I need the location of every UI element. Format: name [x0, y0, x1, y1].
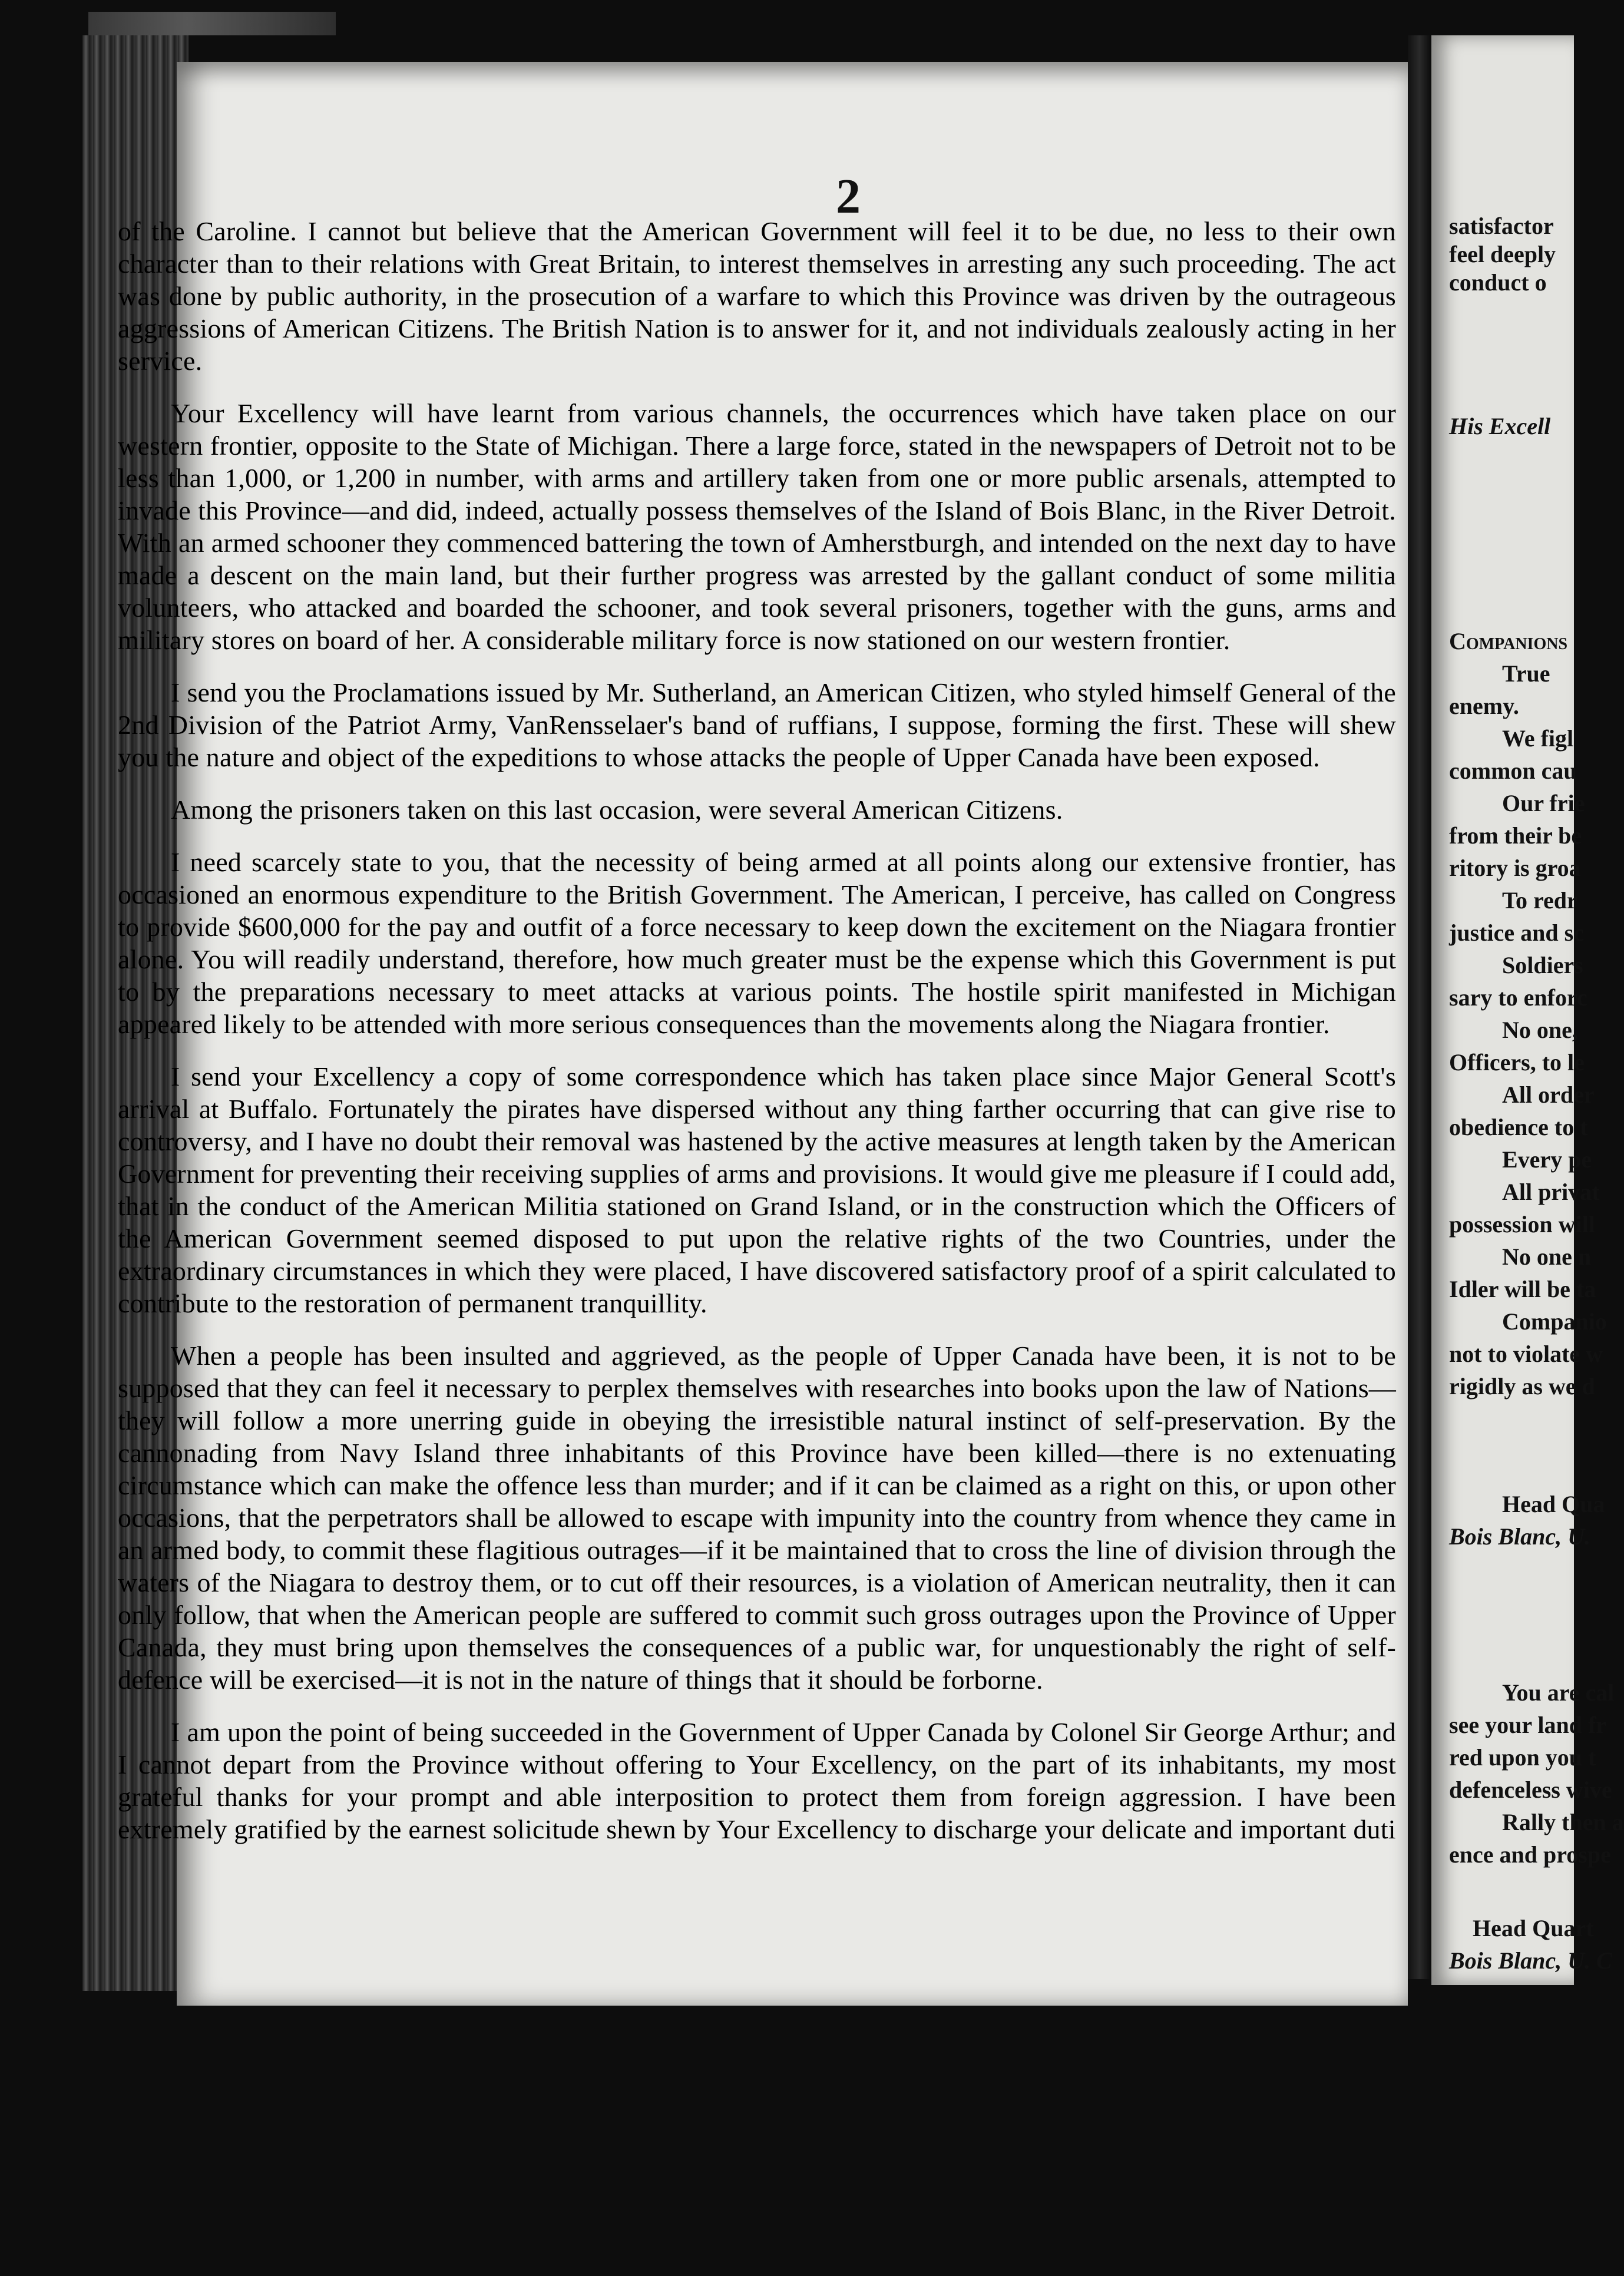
adjacent-page — [1431, 35, 1624, 1985]
adjacent-text-line: feel deeply — [1449, 241, 1556, 267]
paragraph: of the Caroline. I cannot but believe that the American Government will feel it to be due, no less to their own character than to their relations with Great Britain, to interest themselves in arresting any such proceeding. The act was done by public authority, in the prosecution of a warfare to which this Province was driven by the outrageous aggressions of American Citizens. The British Nation is to answer for it, and not individuals zealously acting in her service. — [118, 216, 1396, 376]
adjacent-text-line: Companions — [1449, 628, 1568, 654]
adjacent-text-line: No one n — [1502, 1243, 1592, 1270]
page-number: 2 — [836, 169, 861, 224]
adjacent-text-line: possession will — [1449, 1211, 1595, 1238]
adjacent-text-line: Idler will be ta — [1449, 1276, 1596, 1302]
paragraph: I need scarcely state to you, that the necessity of being armed at all points along our extensive frontier, has occasioned an enormous expenditure to the British Government. The American, I perceive, has called on Congress to provide $600,000 for the pay and outfit of a force necessary to keep down the excitement on the Niagara frontier alone. You will readily understand, therefore, how much greater must be the expense which this Government is put to by the preparations necessary to meet attacks at various points. The hostile spirit manifested in Michigan appeared likely to be attended with more serious consequences than the movements along the Niagara frontier. — [118, 847, 1396, 1039]
adjacent-text-line: sary to enforc — [1449, 984, 1587, 1011]
adjacent-text-line: obedience to t — [1449, 1114, 1588, 1140]
adjacent-text-line: common cau — [1449, 757, 1577, 784]
adjacent-text-line: Officers, to le — [1449, 1049, 1585, 1076]
adjacent-text-line: red upon you t — [1449, 1744, 1596, 1771]
adjacent-text-line: His Excell — [1449, 413, 1551, 439]
adjacent-text-line: conduct o — [1449, 269, 1547, 296]
adjacent-text-line: No one, — [1502, 1017, 1578, 1043]
adjacent-text-line: All privat — [1502, 1179, 1600, 1205]
adjacent-text-line: You are cal — [1502, 1679, 1615, 1706]
adjacent-text-line: justice and sc — [1449, 919, 1584, 946]
adjacent-text-line: Bois Blanc, U. — [1449, 1523, 1591, 1550]
book-gutter — [1408, 35, 1431, 1979]
adjacent-text-line: All order — [1502, 1081, 1595, 1108]
paragraph: I send you the Proclamations issued by Mr. Sutherland, an American Citizen, who styled himself General of the 2nd Division of the Patriot Army, VanRensselaer's band of ruffians, I suppose, forming the first. These will shew you the nature and object of the expeditions to whose attacks the people of Upper Canada have been exposed. — [118, 677, 1396, 772]
adjacent-text-line: satisfactor — [1449, 213, 1554, 239]
paragraph: I send your Excellency a copy of some correspondence which has taken place since Major General Scott's arrival at Buffalo. Fortunately the pirates have dispersed without any thing farther occurring that can give rise to controversy, and I have no doubt their removal was hastened by the active measures at length taken by the American Government for preventing their receiving supplies of arms and provisions. It would give me pleasure if I could add, that in the conduct of the American Militia stationed on Grand Island, or in the construction which the Officers of the American Government seemed disposed to put upon the relative rights of the two Countries, under the extraordinary circumstances in which they were placed, I have discovered satisfactory proof of a spirit calculated to contribute to the restoration of permanent tranquillity. — [118, 1061, 1396, 1318]
paragraph: When a people has been insulted and aggrieved, as the people of Upper Canada have been, it is not to be supposed that they can feel it necessary to perplex themselves with researches into books upon the law of Nations—they will follow a more unerring guide in obeying the irresistible natural instinct of self-preservation. By the cannonading from Navy Island three inhabitants of this Province have been killed—there is no extenuating circumstance which can make the offence less than murder; and if it can be claimed as a right on this, or upon other occasions, that the perpetrators shall be allowed to escape with impunity into the country from whence they came in an armed body, to commit these flagitious outrages—if it be maintained that to cross the line of division through the waters of the Niagara to destroy them, or to cut off their resources, is a violation of American neutrality, then it can only follow, that when the American people are suffered to commit such gross outrages upon the Province of Upper Canada, they must bring upon themselves the consequences of a public war, for unquestionably the right of self-defence will be exercised—it is not in the nature of things that it should be forborne. — [118, 1341, 1396, 1695]
adjacent-text-line: To redr — [1502, 887, 1577, 914]
adjacent-text-line: enemy. — [1449, 693, 1519, 719]
paragraph: I am upon the point of being succeeded in the Government of Upper Canada by Colonel Sir George Arthur; and I cannot depart from the Province without offering to Your Excellency, on the part of its inhabitants, my most grateful thanks for your prompt and able interposition to protect them from foreign aggression. I have been extremely gratified by the earnest solicitude shewn by Your Excellency to discharge your delicate and important duti — [118, 1717, 1396, 1844]
adjacent-text-line: Head Qua — [1502, 1491, 1605, 1517]
adjacent-text-line: Companio — [1502, 1308, 1607, 1335]
adjacent-text-line: defenceless wive — [1449, 1777, 1612, 1803]
adjacent-text-line: see your land fr — [1449, 1712, 1607, 1738]
adjacent-text-line: from their be — [1449, 822, 1582, 849]
adjacent-text-line: True — [1502, 660, 1550, 687]
adjacent-text-line: Rally then a — [1502, 1809, 1624, 1835]
adjacent-text-line: Every pe — [1502, 1146, 1592, 1173]
adjacent-text-line: rigidly as we d — [1449, 1373, 1595, 1400]
adjacent-text-line: ence and prospe — [1449, 1841, 1611, 1868]
paragraph: Among the prisoners taken on this last occasion, were several American Citizens. — [171, 795, 1063, 825]
paragraph: Your Excellency will have learnt from various channels, the occurrences which have taken place on our western frontier, opposite to the State of Michigan. There a large force, stated in the newspapers of Detroit not to be less than 1,000, or 1,200 in number, with arms and artillery taken from one or more public arsenals, attempted to invade this Province—and did, indeed, actually possess themselves of the Island of Bois Blanc, in the River Detroit. With an armed schooner they commenced battering the town of Amherstburgh, and intended on the next day to have made a descent on the main land, but their further progress was arrested by the gallant conduct of some militia volunteers, who attacked and boarded the schooner, and took several prisoners, together with the guns, arms and military stores on board of her. A considerable military force is now stationed on our western frontier. — [118, 398, 1396, 655]
document-body — [118, 215, 1396, 1865]
adjacent-text-line: Our frie — [1502, 790, 1585, 816]
adjacent-text-line: We figl — [1502, 725, 1574, 752]
scan-edge-strip — [88, 12, 336, 35]
adjacent-text-line: not to violate w — [1449, 1341, 1603, 1367]
adjacent-text-line: Soldiers — [1502, 952, 1583, 978]
adjacent-text-line: Bois Blanc, U. C — [1449, 1947, 1612, 1974]
adjacent-text-line: ritory is groa — [1449, 855, 1581, 881]
adjacent-text-line: Head Quart — [1473, 1915, 1594, 1941]
